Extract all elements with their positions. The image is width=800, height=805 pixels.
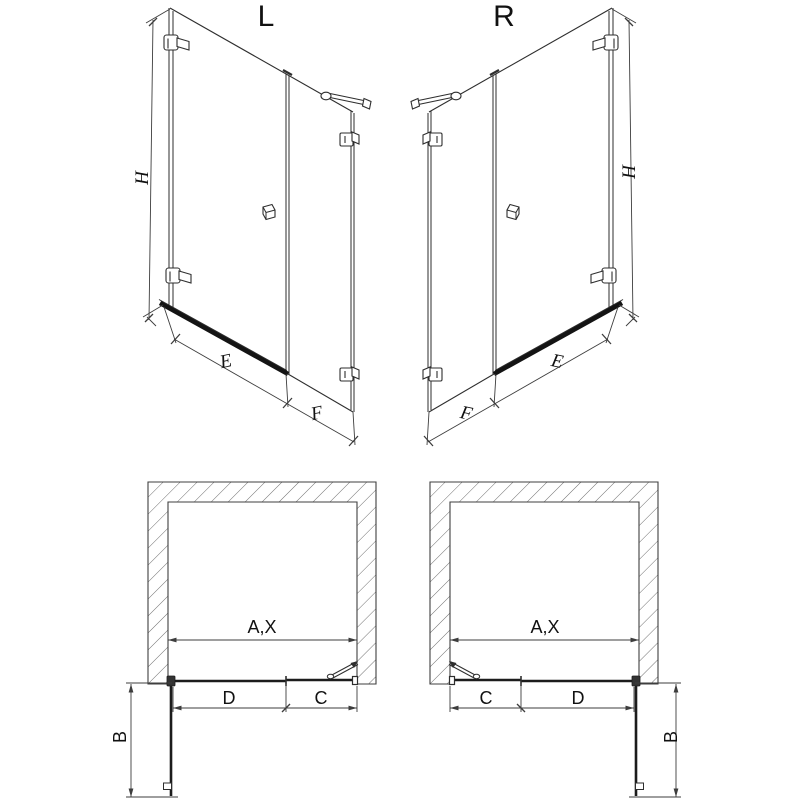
dim-label-height-right: H	[619, 165, 640, 179]
variant-title-right: R	[493, 0, 515, 33]
dim-label-panel-width-right: F	[458, 402, 475, 426]
dim-label-height-left: H	[132, 171, 153, 185]
dim-label-panel-width-left: F	[308, 402, 325, 426]
dim-label-b-right: B	[661, 730, 681, 744]
dim-label-opening-right: A,X	[530, 617, 560, 637]
plan-wall-right	[430, 482, 658, 684]
dim-label-door-width-left: E	[217, 350, 234, 374]
plan-wall-left	[148, 482, 376, 684]
dim-label-door-width-right: E	[549, 350, 566, 374]
variant-title-left: L	[257, 0, 275, 33]
dim-label-c-right: C	[479, 688, 493, 708]
iso-view-left	[143, 8, 371, 446]
dim-label-c-left: C	[314, 688, 328, 708]
iso-view-right	[411, 8, 639, 446]
dim-label-d-left: D	[222, 688, 236, 708]
dim-label-b-left: B	[110, 730, 130, 744]
dim-label-d-right: D	[571, 688, 585, 708]
dim-label-opening-left: A,X	[247, 617, 277, 637]
